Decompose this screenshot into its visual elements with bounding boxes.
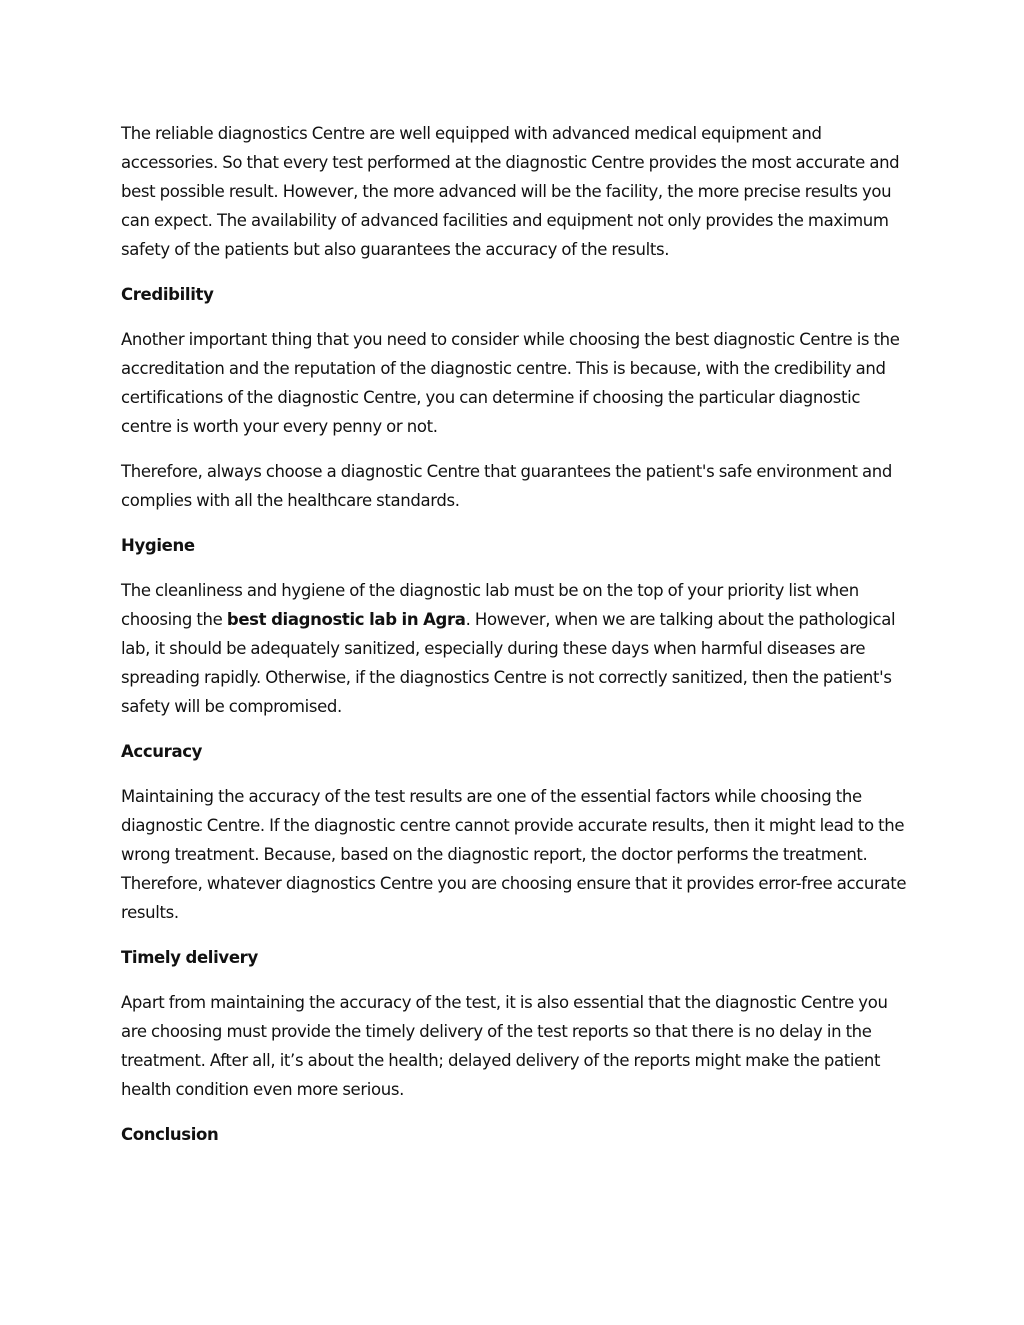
accuracy-paragraph: Maintaining the accuracy of the test results are one of the essential factors while choosing the diagnostic Centre. If the diagnostic centre cannot provide accurate results, then it might lead to the wrong treatment. Because, based on the diagnostic report, the doctor performs the treatment. Therefore, whatever diagnostics Centre you are choosing ensure that it provides error-free accurate results. [121, 787, 907, 922]
hygiene-text-before: The cleanliness and hygiene of the diagnostic lab must be on the top of your priority list when choosing the [121, 581, 859, 629]
conclusion-heading: Conclusion [121, 1125, 219, 1144]
credibility-paragraph-1: Another important thing that you need to consider while choosing the best diagnostic Centre is the accreditation and the reputation of the diagnostic centre. This is because, with the credibility and certifications of the diagnostic Centre, you can determine if choosing the particular diagnostic centre is worth your every penny or not. [121, 330, 900, 436]
document-page [121, 119, 911, 1165]
timely-delivery-heading: Timely delivery [121, 948, 258, 967]
intro-paragraph: The reliable diagnostics Centre are well equipped with advanced medical equipment and accessories. So that every test performed at the diagnostic Centre provides the most accurate and best possible result. However, the more advanced will be the facility, the more precise results you can expect. The availability of advanced facilities and equipment not only provides the maximum safety of the patients but also guarantees the accuracy of the results. [121, 124, 900, 259]
hygiene-paragraph [121, 576, 911, 721]
accuracy-heading: Accuracy [121, 742, 203, 761]
hygiene-heading: Hygiene [121, 536, 195, 555]
hygiene-text-after: . However, when we are talking about the pathological lab, it should be adequately sanitized, especially during these days when harmful diseases are spreading rapidly. Otherwise, if the diagnostics Centre is not correctly sanitized, then the patient's safety will be compromised. [121, 610, 896, 716]
credibility-heading: Credibility [121, 285, 214, 304]
credibility-paragraph-2: Therefore, always choose a diagnostic Centre that guarantees the patient's safe environment and complies with all the healthcare standards. [121, 462, 892, 510]
timely-delivery-paragraph: Apart from maintaining the accuracy of the test, it is also essential that the diagnostic Centre you are choosing must provide the timely delivery of the test reports so that there is no delay in the treatment. After all, it’s about the health; delayed delivery of the reports might make the patient health condition even more serious. [121, 993, 888, 1099]
hygiene-bold-link-text: best diagnostic lab in Agra [226, 610, 466, 629]
